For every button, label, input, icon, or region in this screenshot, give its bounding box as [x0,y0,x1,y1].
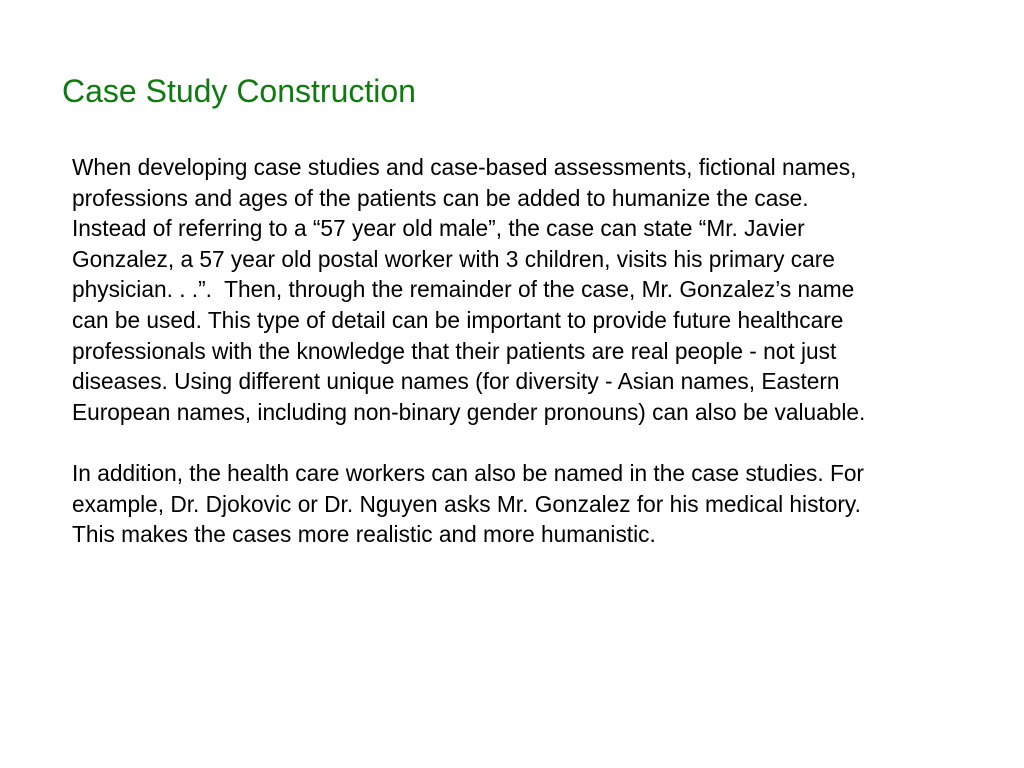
text-line: In addition, the health care workers can also be named in the case studies. For [72,459,864,486]
text-line: example, Dr. Djokovic or Dr. Nguyen asks Mr. Gonzalez for his medical history. [72,490,861,517]
body-paragraph-2 [72,458,982,550]
slide-body [72,152,982,550]
text-line: professionals with the knowledge that their patients are real people - not just [72,337,837,364]
slide-title: Case Study Construction [62,73,416,109]
body-paragraph-1 [72,152,982,427]
text-line: professions and ages of the patients can be added to humanize the case. [72,184,809,211]
text-line: Gonzalez, a 57 year old postal worker with 3 children, visits his primary care [72,245,835,272]
text-line: physician. . .”. Then, through the remainder of the case, Mr. Gonzalez’s name [72,276,855,303]
text-line: diseases. Using different unique names (for diversity - Asian names, Eastern [72,368,840,395]
text-line: European names, including non-binary gender pronouns) can also be valuable. [72,398,866,425]
text-line: can be used. This type of detail can be important to provide future healthcare [72,306,844,333]
text-line: When developing case studies and case-based assessments, fictional names, [72,154,857,180]
text-line: This makes the cases more realistic and more humanistic. [72,521,656,548]
text-line: Instead of referring to a “57 year old male”, the case can state “Mr. Javier [72,215,805,242]
